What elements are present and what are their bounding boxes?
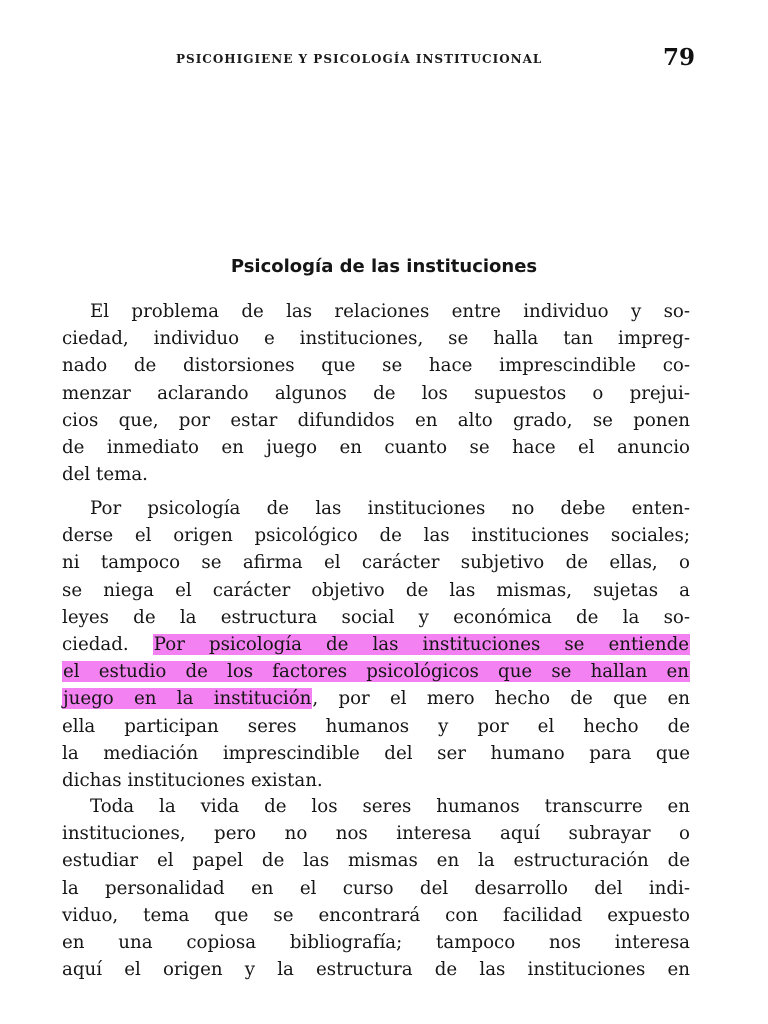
plain-text: , por el mero hecho de que en: [312, 688, 690, 710]
highlighted-text: Por psicología de las instituciones se entiende: [153, 633, 689, 655]
text-line: Toda la vida de los seres humanos transcurre en: [90, 796, 690, 817]
text-line: cios que, por estar difundidos en alto grado, se ponen: [62, 409, 690, 431]
plain-text: ciedad.: [62, 633, 129, 655]
text-line: ella participan seres humanos y por el hecho de: [62, 715, 690, 737]
highlighted-text: el estudio de los factores psicológicos que se hallan en: [63, 661, 689, 683]
text-line: se niega el carácter objetivo de las mismas, sujetas a: [62, 579, 690, 601]
text-line: la personalidad en el curso del desarrollo del indi-: [62, 877, 690, 899]
paragraph-2: [62, 495, 690, 794]
text-line: del tema.: [62, 464, 148, 486]
text-line: menzar aclarando algunos de los supuestos o prejui-: [62, 382, 690, 404]
text-line: nado de distorsiones que se hace imprescindible co-: [62, 355, 690, 377]
page-number: 79: [663, 44, 696, 71]
text-line-with-highlight: [62, 685, 690, 712]
text-line-with-highlight: [62, 631, 690, 658]
text-line: en una copiosa bibliografía; tampoco nos interesa: [62, 931, 690, 953]
highlighted-text: juego en la institución: [63, 688, 312, 710]
text-line: Por psicología de las instituciones no debe enten-: [90, 498, 690, 519]
text-line: El problema de las relaciones entre individuo y so-: [90, 301, 690, 322]
text-line: ni tampoco se afirma el carácter subjetivo de ellas, o: [62, 552, 690, 574]
text-line: instituciones, pero no nos interesa aquí subrayar o: [62, 823, 690, 845]
text-line: estudiar el papel de las mismas en la estructuración de: [62, 850, 690, 872]
text-line: ciedad, individuo e instituciones, se halla tan impreg-: [62, 328, 690, 350]
text-line: la mediación imprescindible del ser humano para que: [62, 742, 690, 764]
text-line: de inmediato en juego en cuanto se hace el anuncio: [62, 436, 690, 458]
text-line-highlighted: [62, 658, 690, 685]
text-line: viduo, tema que se encontrará con facilidad expuesto: [62, 904, 690, 926]
text-line: leyes de la estructura social y económica de la so-: [62, 606, 690, 628]
running-header: PSICOHIGIENE Y PSICOLOGÍA INSTITUCIONAL: [176, 52, 543, 66]
text-line: dichas instituciones existan.: [62, 769, 323, 791]
section-heading: Psicología de las instituciones: [230, 256, 538, 277]
paragraph-1: [62, 298, 690, 488]
text-line: aquí el origen y la estructura de las instituciones en: [62, 959, 690, 981]
text-line: derse el origen psicológico de las instituciones sociales;: [62, 525, 690, 547]
paragraph-3: [62, 793, 690, 983]
